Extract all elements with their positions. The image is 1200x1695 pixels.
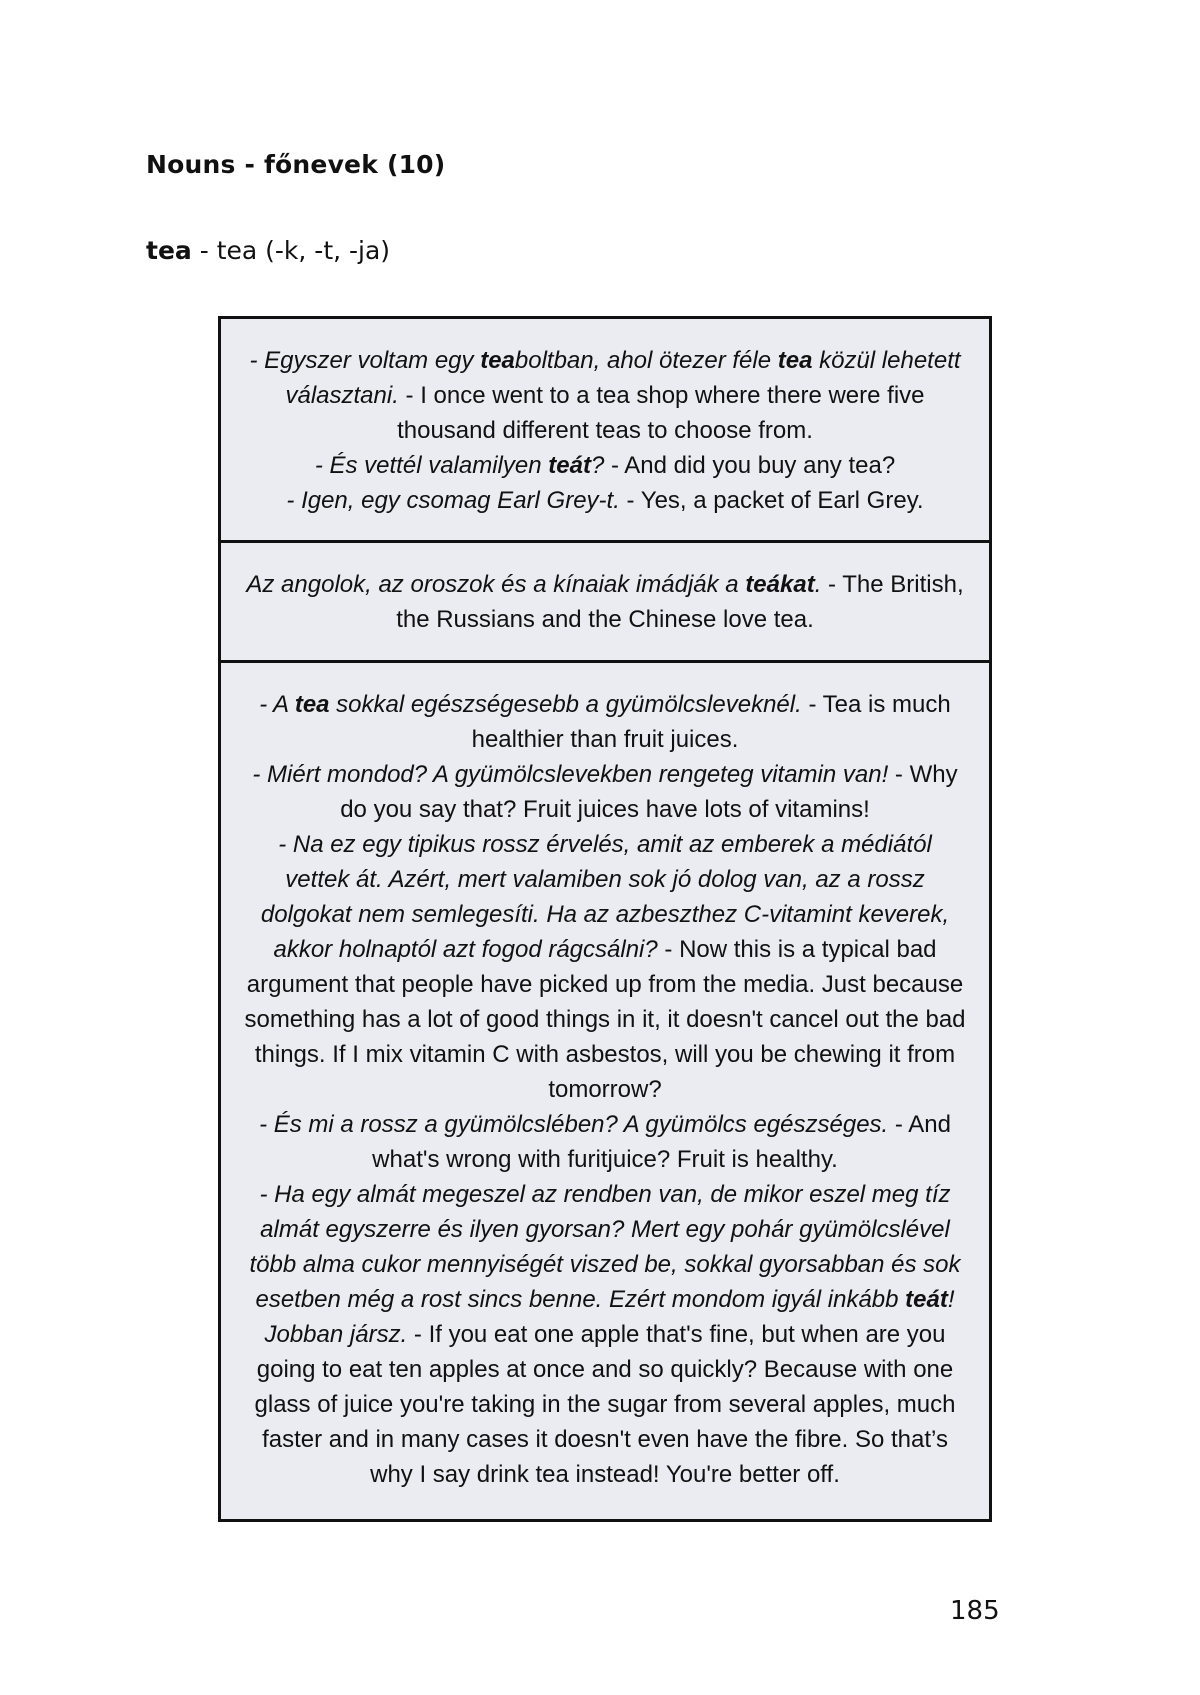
english-text: - And what's wrong with furitjuice? Fruit is healthy. <box>372 1111 951 1173</box>
hungarian-text: - A tea sokkal egészségesebb a gyümölcsleveknél. <box>259 691 802 718</box>
highlighted-word: teákat <box>745 571 815 598</box>
example-line <box>243 827 967 1107</box>
section-title: Nouns - főnevek (10) <box>146 150 446 179</box>
hungarian-text: - Igen, egy csomag Earl Grey-t. <box>286 487 620 514</box>
english-text: - If you eat one apple that's fine, but when are you going to eat ten apples at once and so quickly? Because with one glass of juice you're taking in the sugar from several apples, much faster and in many cases it doesn't even have the fibre. So that’s why I say drink tea instead! You're better off. <box>254 1321 956 1488</box>
english-text: - The British, the Russians and the Chinese love tea. <box>396 571 964 633</box>
example-line <box>243 1177 967 1492</box>
hungarian-text: Az angolok, az oroszok és a kínaiak imádják a teákat. <box>246 571 822 598</box>
example-line <box>243 483 967 518</box>
example-line <box>243 1107 967 1177</box>
example-line <box>243 343 967 448</box>
example-line <box>243 567 967 637</box>
highlighted-word: teát <box>905 1286 948 1313</box>
example-line <box>243 687 967 757</box>
highlighted-word: tea <box>480 347 515 374</box>
english-text: - Tea is much healthier than fruit juices. <box>471 691 951 753</box>
english-text: - I once went to a tea shop where there were five thousand different teas to choose from. <box>397 382 925 444</box>
entry-separator: - <box>191 236 217 265</box>
highlighted-word: tea <box>294 691 330 718</box>
english-text: - Yes, a packet of Earl Grey. <box>619 487 924 514</box>
hungarian-text: - Egyszer voltam egy teaboltban, ahol ötezer féle tea közül lehetett választani. <box>249 347 961 409</box>
highlighted-word: teát <box>548 452 591 479</box>
english-text: - Why do you say that? Fruit juices have lots of vitamins! <box>340 761 958 823</box>
example-cell <box>221 319 989 543</box>
hungarian-text: - Ha egy almát megeszel az rendben van, de mikor eszel meg tíz almát egyszerre és ilyen gyorsan? Mert egy pohár gyümölcslével több alma cukor mennyiségét viszed be, sokkal gyorsabban és sok esetben még a rost sincs benne. Ezért mondom igyál inkább teát! Jobban jársz. <box>249 1181 961 1348</box>
example-box <box>218 316 992 1522</box>
entry-headword: tea <box>146 236 192 265</box>
hungarian-text: - Miért mondod? A gyümölcslevekben rengeteg vitamin van! <box>252 761 889 788</box>
highlighted-word: tea <box>777 347 813 374</box>
english-text: - Now this is a typical bad argument that people have picked up from the media. Just because something has a lot of good things in it, it doesn't cancel out the bad things. If I mix vitamin C with asbestos, will you be chewing it from tomorrow? <box>244 936 966 1103</box>
entry-line <box>146 236 390 265</box>
page-number: 185 <box>950 1596 1000 1626</box>
example-line <box>243 757 967 827</box>
hungarian-text: - És vettél valamilyen teát? <box>314 452 605 479</box>
entry-translation: tea (-k, -t, -ja) <box>216 236 391 265</box>
example-cell <box>221 543 989 663</box>
example-cell <box>221 663 989 1519</box>
hungarian-text: - Na ez egy tipikus rossz érvelés, amit az emberek a médiától vettek át. Azért, mert valamiben sok jó dolog van, az a rossz dolgokat nem semlegesíti. Ha az azbeszthez C-vitamint keverek, akkor holnaptól azt fogod rágcsálni? <box>260 831 950 963</box>
hungarian-text: - És mi a rossz a gyümölcslében? A gyümölcs egészséges. <box>259 1111 889 1138</box>
example-line <box>243 448 967 483</box>
english-text: - And did you buy any tea? <box>604 452 896 479</box>
